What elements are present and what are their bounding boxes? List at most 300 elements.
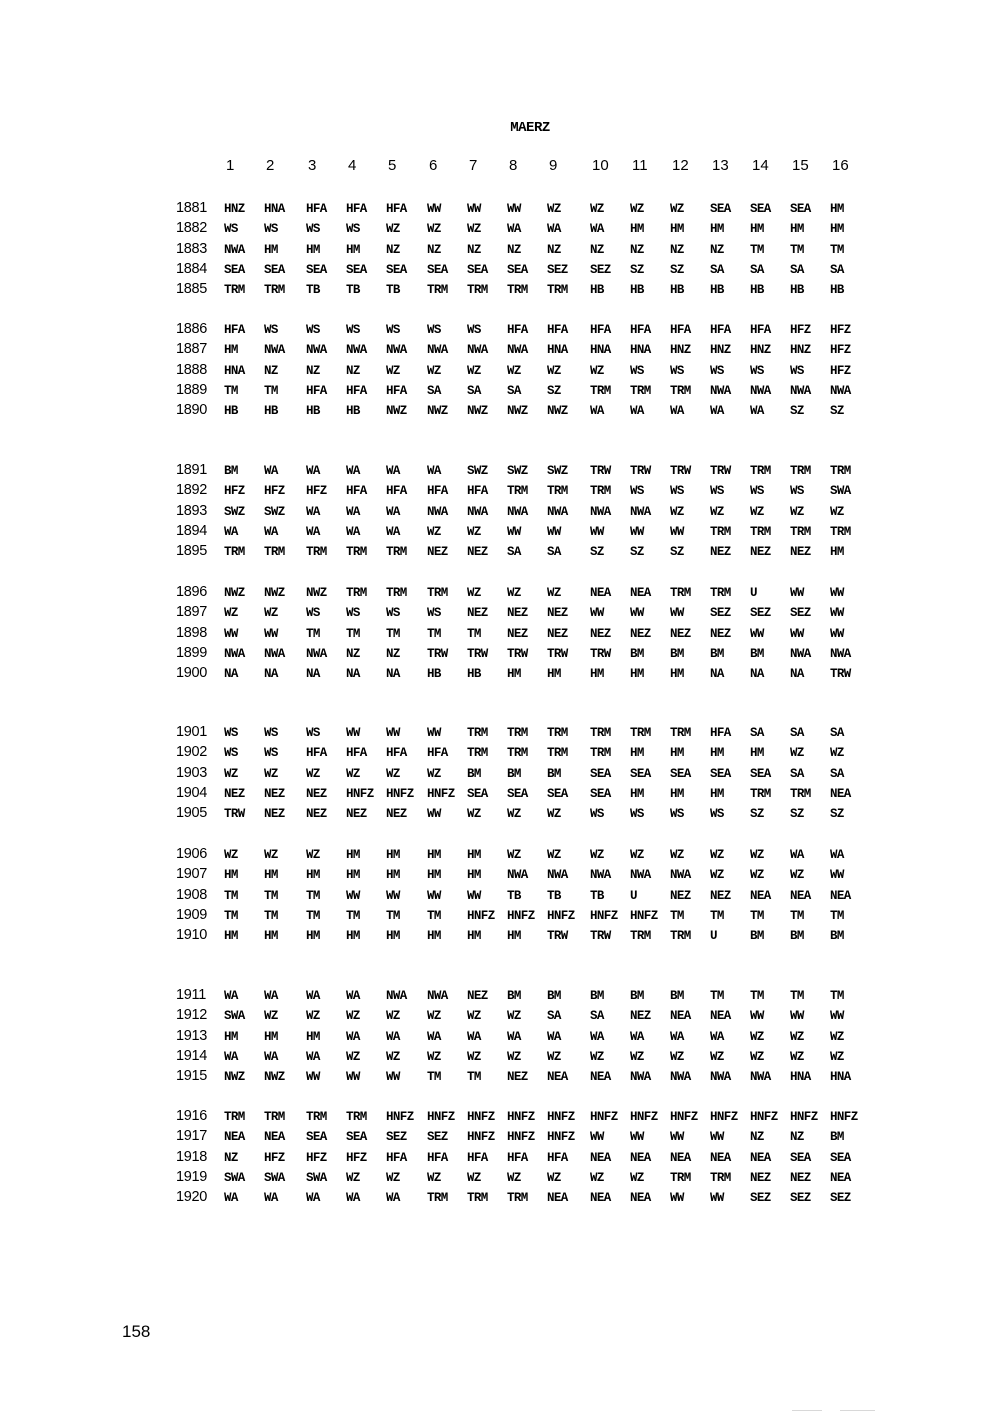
weather-code-cell: WS [386,323,400,337]
year-label: 1917 [176,1128,208,1145]
weather-code-cell: SWA [224,1170,245,1185]
year-label: 1920 [176,1189,208,1206]
weather-code-cell: HB [427,667,441,682]
weather-code-cell: WZ [507,807,521,822]
weather-code-cell: NWZ [386,404,407,419]
weather-code-cell: WZ [467,222,481,237]
weather-code-cell: WZ [830,746,844,761]
weather-code-cell: SA [507,545,521,560]
year-label: 1884 [176,260,208,277]
weather-code-cell: SEA [710,202,731,216]
weather-code-cell: WW [346,1070,360,1085]
weather-code-cell: SA [427,383,441,398]
day-header: 9 [549,157,558,174]
weather-code-cell: BM [670,646,684,661]
weather-code-cell: WW [264,626,278,641]
weather-code-cell: WZ [346,1009,360,1024]
weather-code-cell: WZ [427,766,441,781]
weather-code-cell: NEZ [264,807,285,822]
weather-code-cell: HNFZ [790,1110,818,1124]
weather-code-cell: WZ [264,1009,278,1024]
weather-code-cell: TRW [547,646,568,661]
weather-code-cell: SWA [830,484,851,499]
weather-code-cell: WW [630,1130,644,1145]
weather-code-cell: BM [790,929,804,944]
weather-code-cell: WS [427,606,441,621]
weather-code-cell: WW [427,202,441,216]
weather-code-cell: WS [264,323,278,337]
weather-code-cell: SEZ [790,606,811,621]
weather-code-cell: WA [547,1029,561,1044]
weather-code-cell: NZ [224,1150,238,1165]
weather-code-cell: TRM [670,726,691,740]
weather-code-cell: HM [507,667,521,682]
weather-code-cell: WZ [346,766,360,781]
weather-code-cell: WZ [346,1049,360,1064]
weather-code-cell: NWZ [427,404,448,419]
weather-code-cell: HFA [547,1150,568,1165]
weather-code-cell: NWA [427,989,448,1003]
weather-code-cell: TRW [630,464,651,478]
weather-code-cell: HFA [547,323,568,337]
weather-code-cell: BM [630,646,644,661]
day-header: 2 [266,157,275,174]
weather-code-cell: TRM [750,464,771,478]
weather-code-cell: WA [306,989,320,1003]
weather-code-cell: WA [224,1191,238,1206]
weather-code-cell: WZ [467,1170,481,1185]
weather-code-cell: HNFZ [386,1110,414,1124]
weather-code-cell: NEA [830,786,851,801]
weather-code-cell: NZ [630,242,644,257]
weather-code-cell: TRM [264,545,285,560]
weather-code-cell: NEA [790,888,811,903]
weather-code-cell: SZ [670,545,684,560]
weather-code-cell: SEA [750,766,771,781]
weather-code-cell: WA [264,989,278,1003]
weather-code-cell: TRM [386,586,407,600]
weather-code-cell: WA [750,404,764,419]
weather-code-cell: TM [750,908,764,923]
weather-code-cell: WS [306,606,320,621]
weather-code-cell: WZ [264,766,278,781]
weather-code-cell: TM [670,908,684,923]
weather-code-cell: HFA [346,202,367,216]
weather-code-cell: HFA [346,484,367,499]
weather-code-cell: TRM [630,929,651,944]
weather-code-cell: HFA [306,202,327,216]
weather-code-cell: SEA [670,766,691,781]
weather-code-cell: SEA [386,262,407,277]
weather-code-cell: SZ [830,807,844,822]
weather-code-cell: NZ [386,242,400,257]
weather-code-cell: WZ [547,1049,561,1064]
weather-code-cell: WZ [790,1049,804,1064]
weather-code-cell: HB [467,667,481,682]
weather-code-cell: NWA [750,383,771,398]
weather-code-cell: WZ [467,1049,481,1064]
page-title: MAERZ [510,120,550,136]
weather-code-cell: WA [590,404,604,419]
weather-code-cell: WZ [467,363,481,378]
weather-code-cell: WZ [507,363,521,378]
weather-code-cell: HFA [507,1150,528,1165]
weather-code-cell: WZ [346,1170,360,1185]
weather-code-cell: SEA [590,786,611,801]
weather-code-cell: SZ [670,262,684,277]
weather-code-cell: BM [710,646,724,661]
weather-code-cell: HM [346,868,360,883]
weather-code-cell: TRM [346,1110,367,1124]
weather-code-cell: HFA [386,383,407,398]
weather-code-cell: WZ [224,606,238,621]
weather-code-cell: WZ [427,222,441,237]
weather-code-cell: WZ [427,363,441,378]
weather-code-cell: NWA [306,343,327,358]
weather-code-cell: WZ [630,202,644,216]
weather-code-cell: TRM [507,484,528,499]
weather-code-cell: HM [306,1029,320,1044]
weather-code-cell: NZ [710,242,724,257]
weather-code-cell: WZ [547,848,561,862]
weather-code-cell: HFA [467,484,488,499]
weather-code-cell: WZ [790,504,804,519]
weather-code-cell: HM [790,222,804,237]
weather-code-cell: NEA [630,586,651,600]
weather-code-cell: WS [710,484,724,499]
weather-code-cell: TRM [264,1110,285,1124]
weather-code-cell: TRM [547,746,568,761]
weather-code-cell: NZ [264,363,278,378]
weather-code-cell: HM [224,929,238,944]
weather-code-cell: NEA [710,1150,731,1165]
weather-code-cell: WZ [750,1049,764,1064]
weather-code-cell: WZ [224,766,238,781]
weather-code-cell: BM [590,989,604,1003]
weather-code-cell: NZ [547,242,561,257]
weather-code-cell: NEZ [547,606,568,621]
weather-code-cell: SA [750,262,764,277]
weather-code-cell: HNFZ [467,1130,495,1145]
weather-code-cell: HNFZ [507,1110,535,1124]
weather-code-cell: WZ [427,524,441,539]
weather-code-cell: WZ [750,1029,764,1044]
weather-code-cell: BM [750,646,764,661]
weather-code-cell: TM [750,989,764,1003]
weather-code-cell: WZ [590,202,604,216]
weather-code-cell: WZ [264,606,278,621]
weather-code-cell: TM [386,626,400,641]
weather-code-cell: SEA [306,1130,327,1145]
weather-code-cell: WS [224,746,238,761]
weather-code-cell: SEZ [427,1130,448,1145]
weather-code-cell: NWA [830,383,851,398]
weather-code-cell: WZ [467,1009,481,1024]
day-header: 13 [712,157,729,174]
year-label: 1886 [176,321,208,337]
weather-code-cell: HFZ [790,323,811,337]
weather-code-cell: WZ [750,848,764,862]
weather-code-cell: HFA [306,746,327,761]
weather-code-cell: NWA [264,646,285,661]
weather-code-cell: SWZ [467,464,488,478]
weather-code-cell: TM [427,626,441,641]
weather-code-cell: TRM [710,586,731,600]
weather-code-cell: HM [630,222,644,237]
day-header: 4 [348,157,357,174]
weather-code-cell: WS [224,726,238,740]
weather-code-cell: HFA [386,746,407,761]
weather-code-cell: WZ [590,363,604,378]
weather-code-cell: WZ [386,363,400,378]
year-label: 1890 [176,402,208,419]
weather-code-cell: WA [386,1029,400,1044]
weather-code-cell: WZ [547,586,561,600]
weather-code-cell: HM [830,545,844,560]
weather-code-cell: SWA [306,1170,327,1185]
weather-code-cell: NEZ [670,888,691,903]
weather-code-cell: WZ [386,766,400,781]
day-header: 10 [592,157,609,174]
weather-code-cell: HB [346,404,360,419]
weather-code-cell: WZ [790,1029,804,1044]
weather-code-cell: WW [830,868,844,883]
year-label: 1895 [176,543,208,560]
weather-code-cell: WZ [264,848,278,862]
weather-code-cell: WW [790,626,804,641]
weather-code-cell: WZ [790,746,804,761]
weather-code-cell: TRM [750,786,771,801]
weather-code-cell: HM [427,929,441,944]
weather-code-cell: NEA [630,1150,651,1165]
weather-code-cell: WW [386,726,400,740]
weather-code-cell: NZ [590,242,604,257]
weather-code-cell: NWA [710,1070,731,1085]
weather-code-cell: SEZ [790,1191,811,1206]
weather-code-cell: HM [427,868,441,883]
weather-code-cell: WW [830,626,844,641]
weather-code-cell: HFA [710,726,731,740]
weather-code-cell: WZ [427,1170,441,1185]
weather-code-cell: WA [346,989,360,1003]
weather-code-cell: WA [630,404,644,419]
weather-code-cell: TRM [467,726,488,740]
weather-code-cell: TM [306,908,320,923]
weather-code-cell: SEA [507,786,528,801]
weather-code-cell: HB [224,404,238,419]
weather-code-cell: SEA [346,262,367,277]
weather-code-cell: TRM [467,1191,488,1206]
weather-code-cell: SA [790,726,804,740]
weather-code-cell: TRM [346,586,367,600]
weather-code-cell: WW [670,1130,684,1145]
weather-code-cell: TRM [630,726,651,740]
day-header: 15 [792,157,809,174]
weather-code-cell: NEA [830,888,851,903]
weather-code-cell: HM [264,868,278,883]
weather-code-cell: WZ [547,1170,561,1185]
weather-code-cell: WW [750,1009,764,1024]
weather-code-cell: HNFZ [346,786,374,801]
weather-code-cell: HM [467,868,481,883]
year-label: 1911 [176,987,206,1003]
weather-code-cell: SEA [427,262,448,277]
weather-code-cell: WA [224,1049,238,1064]
weather-code-cell: TRM [547,484,568,499]
weather-code-cell: NWA [790,383,811,398]
weather-code-cell: TRW [590,929,611,944]
weather-code-cell: TM [467,1070,481,1085]
weather-code-cell: WA [670,404,684,419]
weather-code-cell: HM [670,786,684,801]
weather-code-cell: NA [750,667,764,682]
weather-code-cell: WZ [467,524,481,539]
weather-code-cell: WA [427,464,441,478]
year-label: 1891 [176,462,208,478]
year-label: 1899 [176,644,208,661]
weather-code-cell: WZ [467,807,481,822]
weather-code-cell: WW [507,202,521,216]
weather-code-cell: NWA [670,1070,691,1085]
weather-code-cell: WA [346,464,360,478]
weather-code-cell: NA [790,667,804,682]
weather-code-cell: TRW [710,464,731,478]
weather-code-cell: NWA [507,504,528,519]
weather-code-cell: NEZ [750,545,771,560]
weather-code-cell: WZ [224,848,238,862]
weather-code-cell: NWA [630,1070,651,1085]
weather-code-cell: WA [346,504,360,519]
weather-code-cell: TRW [830,667,851,682]
weather-code-cell: NEA [630,1191,651,1206]
weather-code-cell: WA [306,524,320,539]
weather-code-cell: WS [346,222,360,237]
weather-code-cell: SWZ [507,464,528,478]
weather-code-cell: SA [790,262,804,277]
weather-code-cell: HM [264,929,278,944]
weather-code-cell: TRM [507,746,528,761]
weather-code-cell: NWA [467,343,488,358]
day-header: 16 [832,157,849,174]
weather-code-cell: WA [467,1029,481,1044]
day-header: 6 [429,157,438,174]
weather-code-cell: TRW [507,646,528,661]
weather-code-cell: SEA [830,1150,851,1165]
year-label: 1897 [176,604,208,621]
weather-code-cell: WW [386,888,400,903]
weather-code-cell: NEA [547,1070,568,1085]
weather-code-cell: SEA [346,1130,367,1145]
weather-code-cell: WW [590,1130,604,1145]
weather-code-cell: TM [224,888,238,903]
weather-code-cell: NWA [386,343,407,358]
day-header: 14 [752,157,769,174]
weather-code-cell: WW [670,524,684,539]
weather-code-cell: WA [386,464,400,478]
weather-code-cell: HM [710,786,724,801]
weather-code-cell: TRW [670,464,691,478]
weather-code-cell: HM [750,222,764,237]
weather-code-cell: HM [306,868,320,883]
weather-code-cell: TRM [590,383,611,398]
weather-code-cell: HB [306,404,320,419]
weather-code-cell: WZ [386,1170,400,1185]
weather-code-cell: HM [346,242,360,257]
weather-code-cell: HNFZ [467,908,495,923]
weather-code-cell: BM [507,766,521,781]
weather-code-cell: NEZ [750,1170,771,1185]
weather-code-cell: HNZ [710,343,731,358]
weather-code-cell: WZ [386,1009,400,1024]
weather-code-cell: TRM [830,464,851,478]
weather-code-cell: NWA [427,504,448,519]
weather-code-cell: NZ [386,646,400,661]
year-label: 1909 [176,906,208,923]
weather-code-cell: TRM [224,545,245,560]
weather-code-cell: WS [750,484,764,499]
weather-code-cell: NWZ [264,1070,285,1085]
year-label: 1912 [176,1007,208,1024]
weather-code-cell: TM [790,908,804,923]
weather-code-cell: WZ [670,504,684,519]
weather-code-cell: TM [790,242,804,257]
weather-code-cell: WA [386,1191,400,1206]
weather-code-cell: WZ [306,766,320,781]
weather-code-cell: HNFZ [750,1110,778,1124]
weather-code-cell: WA [386,524,400,539]
year-label: 1881 [176,200,208,216]
weather-code-cell: NWA [346,343,367,358]
weather-code-cell: WW [590,606,604,621]
weather-code-cell: BM [224,464,238,478]
day-header: 7 [469,157,478,174]
weather-code-cell: NEA [590,1070,611,1085]
weather-code-cell: NEZ [346,807,367,822]
weather-code-cell: TB [306,283,320,298]
weather-code-cell: WA [590,1029,604,1044]
weather-code-cell: WW [630,524,644,539]
weather-code-cell: NEA [547,1191,568,1206]
weather-code-cell: SEA [264,262,285,277]
scan-mark [840,1410,875,1411]
day-header: 3 [308,157,317,174]
weather-code-cell: WS [306,222,320,237]
weather-code-cell: WA [507,1029,521,1044]
weather-code-cell: BM [830,929,844,944]
weather-code-cell: NWA [590,504,611,519]
year-label: 1919 [176,1168,208,1185]
weather-code-cell: TB [386,283,400,298]
weather-code-cell: HNZ [750,343,771,358]
weather-code-cell: HFA [427,1150,448,1165]
weather-code-cell: BM [467,766,481,781]
weather-code-cell: WZ [670,202,684,216]
weather-code-cell: SEZ [547,262,568,277]
weather-code-cell: HFA [346,383,367,398]
weather-code-cell: SWA [264,1170,285,1185]
weather-code-cell: BM [547,766,561,781]
weather-code-cell: WS [630,363,644,378]
weather-code-cell: HM [830,202,844,216]
weather-code-cell: WA [264,1049,278,1064]
weather-code-cell: NZ [306,363,320,378]
weather-code-cell: NEA [590,1191,611,1206]
weather-code-cell: WZ [830,1049,844,1064]
weather-code-cell: SEA [630,766,651,781]
weather-code-cell: WW [710,1191,724,1206]
weather-code-cell: HFZ [264,484,285,499]
weather-code-cell: HNA [630,343,651,358]
